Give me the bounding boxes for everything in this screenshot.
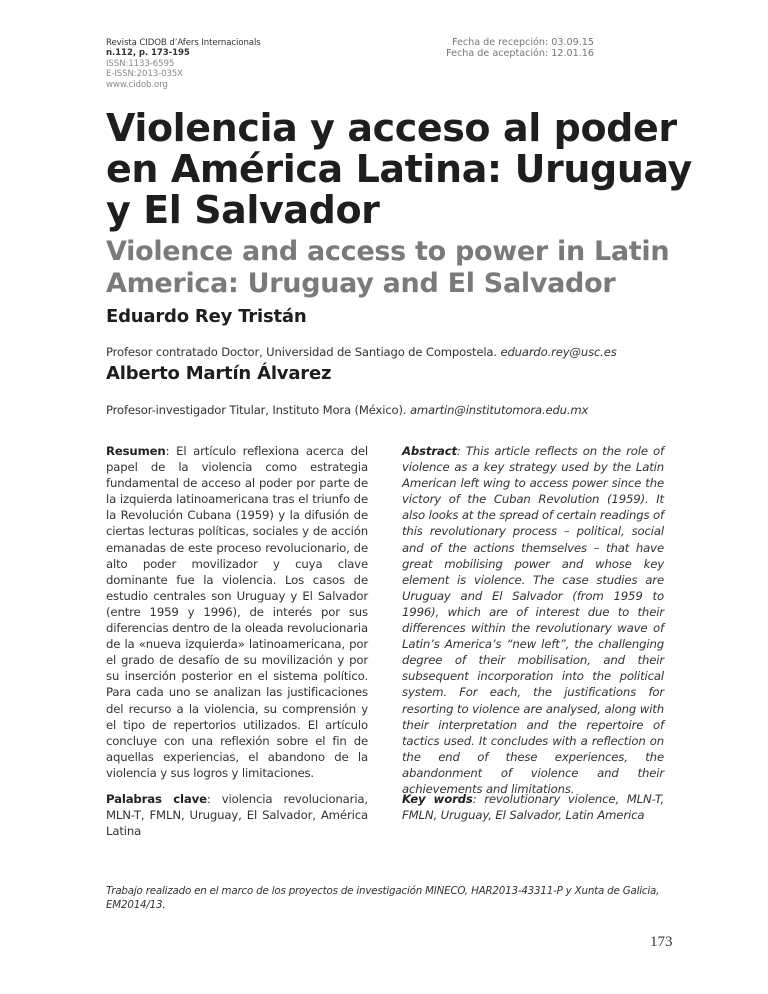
title-line: America: Uruguay and El Salvador: [106, 268, 616, 299]
keywords-english: Key words: revolutionary violence, MLN-T, FMLN, Uruguay, El Salvador, Latin America: [402, 792, 664, 823]
title-spanish: [106, 108, 706, 231]
issue-pages: n.112, p. 173-195: [106, 48, 190, 59]
keywords-text: revolutionary violence, MLN-T, FMLN, Uruguay, El Salvador, Latin America: [402, 792, 664, 823]
abstract-label: Resumen: [106, 444, 166, 458]
keywords-spanish: Palabras clave: violencia revolucionaria, MLN-T, FMLN, Uruguay, El Salvador, América Latina: [106, 792, 368, 839]
journal-name: Revista CIDOB d’Afers Internacionals: [106, 38, 261, 48]
affiliation-text: Profesor contratado Doctor, Universidad de Santiago de Compostela.: [106, 345, 497, 359]
title-line: en América Latina: Uruguay: [106, 147, 692, 191]
abstract-label: Abstract: [402, 444, 457, 458]
title-line: Violence and access to power in Latin: [106, 236, 670, 267]
abstract-english: Abstract: This article reflects on the role of violence as a key strategy used by the Latin American left wing to access power since the victory of the Cuban Revolution (1959). It also looks at the spread of certain readings of this revolutionary process – political, social and of the actions themselves – that have great mobilising power and whose key element is violence. The case studies are Uruguay and El Salvador (from 1959 to 1996), which are of interest due to their differences within the revolutionary wave of Latin’s America’s “new left”, the challenging degree of their mobilisation, and their subsequent incorporation into the political system. For each, the justifications for resorting to violence are analysed, along with their interpretation and the repertoire of tactics used. It concludes with a reflection on the end of these experiences, the abandonment of violence and their achievements and limitations.: [402, 444, 664, 796]
author-email[interactable]: eduardo.rey@usc.es: [500, 345, 617, 359]
title-english: [106, 236, 706, 300]
author-affiliation: [106, 403, 588, 417]
reception-date: Fecha de recepción: 03.09.15: [451, 37, 594, 48]
keywords-label: Palabras clave: [106, 792, 207, 806]
author-affiliation: [106, 345, 617, 359]
affiliation-text: Profesor-investigador Titular, Instituto Mora (México).: [106, 403, 407, 417]
funding-footnote: Trabajo realizado en el marco de los proyectos de investigación MINECO, HAR2013-43311-P y Xunta de Galicia, EM2014/13.: [106, 885, 660, 911]
author-email[interactable]: amartin@institutomora.edu.mx: [409, 403, 589, 417]
submission-dates: [446, 38, 594, 59]
keywords-label: Key words: [402, 792, 473, 806]
journal-info: [106, 38, 261, 90]
title-line: Violencia y acceso al poder: [106, 106, 677, 150]
author-name: Alberto Martín Álvarez: [106, 363, 332, 384]
website-link[interactable]: www.cidob.org: [106, 79, 168, 90]
author-name: Eduardo Rey Tristán: [106, 306, 307, 327]
abstract-text: This article reflects on the role of violence as a key strategy used by the Latin American left wing to access power since the victory of the Cuban Revolution (1959). It also looks at the spread of certain readings of this revolutionary process – political, social and of the actions themselves – that have great mobilising power and whose key element is violence. The case studies are Uruguay and El Salvador (from 1959 to 1996), which are of interest due to their differences within the revolutionary wave of Latin’s America’s “new left”, the challenging degree of their mobilisation, and their subsequent incorporation into the political system. For each, the justifications for resorting to violence are analysed, along with their interpretation and the repertoire of tactics used. It concludes with a reflection on the end of these experiences, the abandonment of violence and their achievements and limitations.: [402, 444, 664, 796]
eissn: E-ISSN:2013-035X: [106, 69, 183, 80]
page-number: 173: [650, 934, 673, 950]
title-line: y El Salvador: [106, 188, 380, 232]
issn: ISSN:1133-6595: [106, 58, 175, 69]
abstract-spanish: Resumen: El artículo reflexiona acerca del papel de la violencia como estrategia fundamental de acceso al poder por parte de la izquierda latinoamericana tras el triunfo de la Revolución Cubana (1959) y la difusión de ciertas lecturas políticas, sociales y de acción emanadas de este proceso revolucionario, de alto poder movilizador y cuya clave dominante fue la violencia. Los casos de estudio centrales son Uruguay y El Salvador (entre 1959 y 1996), de interés por sus diferencias dentro de la oleada revolucionaria de la «nueva izquierda» latinoamericana, por el grado de desafío de su movilización y por su inserción posterior en el sistema político. Para cada uno se analizan las justificaciones del recurso a la violencia, su comprensión y el tipo de repertorios utilizados. El artículo concluye con una reflexión sobre el fin de aquellas experiencias, el abandono de la violencia y sus logros y limitaciones.: [106, 444, 368, 780]
acceptance-date: Fecha de aceptación: 12.01.16: [446, 47, 594, 59]
keywords-text: violencia revolucionaria, MLN-T, FMLN, Uruguay, El Salvador, América Latina: [106, 792, 368, 839]
abstract-text: El artículo reflexiona acerca del papel de la violencia como estrategia fundamental de acceso al poder por parte de la izquierda latinoamericana tras el triunfo de la Revolución Cubana (1959) y la difusión de ciertas lecturas políticas, sociales y de acción emanadas de este proceso revolucionario, de alto poder movilizador y cuya clave dominante fue la violencia. Los casos de estudio centrales son Uruguay y El Salvador (entre 1959 y 1996), de interés por sus diferencias dentro de la oleada revolucionaria de la «nueva izquierda» latinoamericana, por el grado de desafío de su movilización y por su inserción posterior en el sistema político. Para cada uno se analizan las justificaciones del recurso a la violencia, su comprensión y el tipo de repertorios utilizados. El artículo concluye con una reflexión sobre el fin de aquellas experiencias, el abandono de la violencia y sus logros y limitaciones.: [106, 444, 368, 780]
